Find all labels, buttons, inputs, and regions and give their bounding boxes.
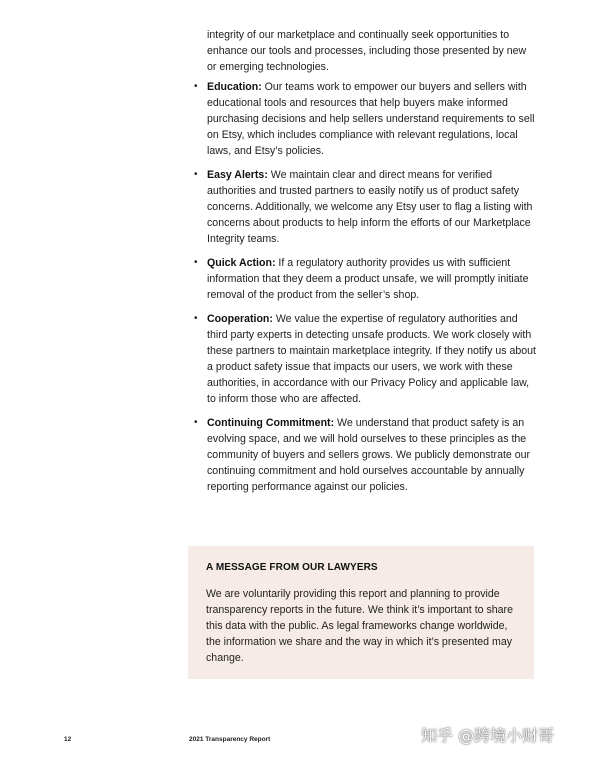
callout-title: A MESSAGE FROM OUR LAWYERS [206,562,378,573]
intro-paragraph: integrity of our marketplace and continually seek opportunities to enhance our tools and processes, including those presented by new or emerging technologies. [207,29,527,73]
watermark: 知乎 @跨境小财哥 [421,726,555,745]
bullet-text: We understand that product safety is an evolving space, and we will hold ourselves to these principles as the community of buyers and sellers grows. We publicly demonstrate our continuing commitment and hold ourselves accountable by annually reporting performance against our policies. [207,417,531,493]
bullet-text: Our teams work to empower our buyers and sellers with educational tools and resources that help buyers make informed purchasing decisions and help sellers understand requirements to sell on Etsy, which includes compliance with relevant regulations, local laws, and Etsy’s policies. [207,81,535,157]
bullet-icon: • [194,81,198,92]
principles-list [193,79,539,503]
footer-report-title: 2021 Transparency Report [189,736,271,743]
list-item [193,415,539,495]
list-item [193,255,539,303]
bullet-text: We maintain clear and direct means for verified authorities and trusted partners to easily notify us of product safety concerns. Additionally, we welcome any Etsy user to flag a listing with concerns about products to help inform the efforts of our Marketplace Integrity teams. [207,169,533,245]
bullet-title: Continuing Commitment: [207,417,335,429]
page-number: 12 [64,736,72,743]
list-item [193,311,539,407]
bullet-text: If a regulatory authority provides us with sufficient information that they deem a product unsafe, we will promptly initiate removal of the product from the seller’s shop. [207,257,529,301]
bullet-title: Education: [207,81,262,93]
bullet-title: Easy Alerts: [207,169,268,181]
bullet-icon: • [194,169,198,180]
callout-text: We are voluntarily providing this report and planning to provide transparency reports in the future. We think it’s important to share this data with the public. As legal frameworks change worldwide, the information we share and the way in which it’s presented may change. [206,588,513,664]
bullet-title: Cooperation: [207,313,273,325]
bullet-icon: • [194,313,198,324]
bullet-icon: • [194,257,198,268]
bullet-text: We value the expertise of regulatory authorities and third party experts in detecting unsafe products. We work closely with these partners to maintain marketplace integrity. If they notify us about a product safety issue that impacts our users, we work with these authorities, in accordance with our Privacy Policy and applicable law, to inform those who are affected. [207,313,536,405]
list-item [193,79,539,159]
bullet-title: Quick Action: [207,257,276,269]
lawyers-message-box [188,546,534,679]
list-item [193,167,539,247]
bullet-icon: • [194,417,198,428]
